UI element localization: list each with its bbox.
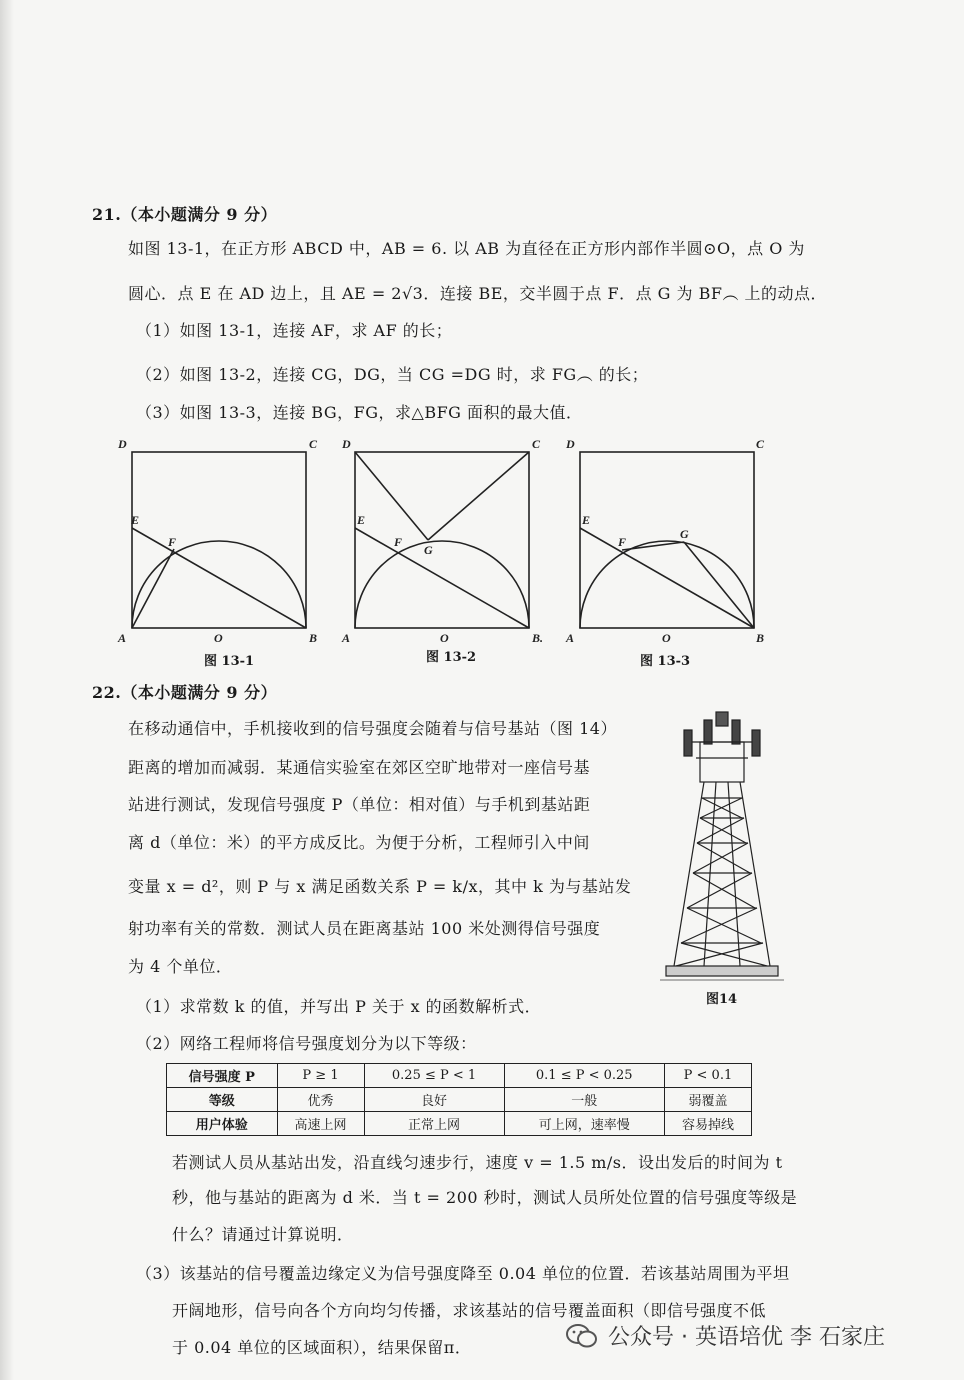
q22-intro-3: 站进行测试，发现信号强度 P（单位：相对值）与手机到基站距 bbox=[128, 795, 591, 814]
fig-13-2-caption: 图 13-2 bbox=[426, 650, 477, 665]
fig3-label-b: B bbox=[756, 631, 765, 645]
q22-intro-5: 变量 x = d²，则 P 与 x 满足函数关系 P = k/x，其中 k 为与基站发 bbox=[128, 877, 632, 896]
q22-intro-4: 离 d（单位：米）的平方成反比。为便于分析，工程师引入中间 bbox=[128, 833, 590, 852]
table-row bbox=[167, 1112, 752, 1136]
fig3-label-d: D bbox=[566, 437, 575, 451]
q22-intro-2: 距离的增加而减弱．某通信实验室在郊区空旷地带对一座信号基 bbox=[128, 758, 591, 777]
q21-part-1: （1）如图 13-1，连接 AF，求 AF 的长； bbox=[136, 321, 453, 340]
fig2-label-f: F bbox=[394, 535, 403, 549]
fig1-label-o: O bbox=[214, 631, 223, 645]
fig2-label-c: C bbox=[532, 437, 541, 451]
fig2-label-g: G bbox=[424, 543, 433, 557]
wechat-watermark bbox=[566, 1320, 885, 1351]
q22-part2-text-1: 若测试人员从基站出发，沿直线匀速步行，速度 v = 1.5 m/s．设出发后的时间为 t bbox=[172, 1153, 783, 1172]
table-cell: 0.25 ≤ P < 1 bbox=[364, 1064, 504, 1088]
fig1-label-e: E bbox=[131, 513, 140, 527]
table-cell: 信号强度 P bbox=[167, 1064, 278, 1088]
q22-part-1: （1）求常数 k 的值，并写出 P 关于 x 的函数解析式． bbox=[136, 997, 542, 1016]
fig1-label-f: F bbox=[168, 535, 177, 549]
q21-figures bbox=[0, 430, 964, 680]
table-cell: P ≥ 1 bbox=[277, 1064, 364, 1088]
table-cell: 容易掉线 bbox=[664, 1112, 751, 1136]
fig3-label-o: O bbox=[662, 631, 671, 645]
table-cell: P < 0.1 bbox=[664, 1064, 751, 1088]
q22-part2-text-3: 什么？请通过计算说明． bbox=[172, 1225, 354, 1244]
q22-header: 22.（本小题满分 9 分） bbox=[92, 683, 278, 702]
q21-part-2: （2）如图 13-2，连接 CG，DG，当 CG =DG 时，求 FG︵ 的长； bbox=[136, 365, 649, 384]
figure-13-1 bbox=[117, 437, 318, 645]
watermark-text: 公众号 · 英语培优 李 石家庄 bbox=[608, 1325, 885, 1350]
fig3-label-g: G bbox=[680, 527, 689, 541]
q22-part-3-line-3: 于 0.04 单位的区域面积），结果保留π． bbox=[172, 1338, 472, 1357]
table-cell: 正常上网 bbox=[364, 1112, 504, 1136]
q22-intro-7: 为 4 个单位． bbox=[128, 957, 233, 976]
table-cell: 良好 bbox=[364, 1088, 504, 1112]
q22-part-3-line-1: （3）该基站的信号覆盖边缘定义为信号强度降至 0.04 单位的位置．若该基站周围为平坦 bbox=[136, 1264, 790, 1283]
q21-line-2: 圆心．点 E 在 AD 边上，且 AE = 2√3．连接 BE，交半圆于点 F．点 G 为 BF︵ 上的动点． bbox=[128, 284, 828, 303]
fig1-label-b: B bbox=[309, 631, 318, 645]
q22-part-3-line-2: 开阔地形，信号向各个方向均匀传播，求该基站的信号覆盖面积（即信号强度不低 bbox=[172, 1301, 767, 1320]
fig-13-1-caption: 图 13-1 bbox=[204, 654, 255, 669]
table-cell: 弱覆盖 bbox=[664, 1088, 751, 1112]
wechat-icon bbox=[566, 1323, 598, 1349]
fig3-label-a: A bbox=[566, 631, 575, 645]
fig3-label-e: E bbox=[582, 513, 591, 527]
fig1-label-a: A bbox=[118, 631, 127, 645]
q21-header: 21.（本小题满分 9 分） bbox=[92, 205, 278, 224]
figure-13-3 bbox=[565, 437, 765, 645]
fig1-label-d: D bbox=[118, 437, 127, 451]
table-cell: 用户体验 bbox=[167, 1112, 278, 1136]
fig2-label-b: B. bbox=[532, 631, 544, 645]
q21-line-1: 如图 13-1，在正方形 ABCD 中，AB = 6. 以 AB 为直径在正方形内部作半圆⊙O，点 O 为 bbox=[128, 239, 805, 258]
table-cell: 可上网，速率慢 bbox=[504, 1112, 664, 1136]
q21-part-3: （3）如图 13-3，连接 BG，FG，求△BFG 面积的最大值． bbox=[136, 403, 583, 422]
table-cell: 一般 bbox=[504, 1088, 664, 1112]
fig2-label-o: O bbox=[440, 631, 449, 645]
q22-intro-6: 射功率有关的常数．测试人员在距离基站 100 米处测得信号强度 bbox=[128, 919, 601, 938]
fig-13-3-caption: 图 13-3 bbox=[640, 654, 691, 669]
table-row bbox=[167, 1064, 752, 1088]
fig3-label-c: C bbox=[756, 437, 765, 451]
signal-tower-illustration bbox=[660, 708, 784, 986]
fig1-label-c: C bbox=[309, 437, 318, 451]
table-cell: 高速上网 bbox=[277, 1112, 364, 1136]
table-cell: 0.1 ≤ P < 0.25 bbox=[504, 1064, 664, 1088]
q22-part2-text-2: 秒，他与基站的距离为 d 米．当 t = 200 秒时，测试人员所处位置的信号强度等级是 bbox=[172, 1188, 798, 1207]
table-cell: 等级 bbox=[167, 1088, 278, 1112]
figure-13-2 bbox=[341, 437, 543, 645]
fig2-label-e: E bbox=[357, 513, 366, 527]
table-cell: 优秀 bbox=[277, 1088, 364, 1112]
fig2-label-a: A bbox=[342, 631, 351, 645]
signal-grade-table bbox=[166, 1063, 752, 1136]
scan-edge bbox=[0, 0, 14, 1380]
tower-caption: 图14 bbox=[706, 992, 738, 1007]
table-row bbox=[167, 1088, 752, 1112]
fig2-label-d: D bbox=[342, 437, 351, 451]
q22-intro-1: 在移动通信中，手机接收到的信号强度会随着与信号基站（图 14） bbox=[128, 719, 617, 738]
q22-part-2: （2）网络工程师将信号强度划分为以下等级： bbox=[136, 1034, 477, 1053]
fig3-label-f: F bbox=[618, 535, 627, 549]
